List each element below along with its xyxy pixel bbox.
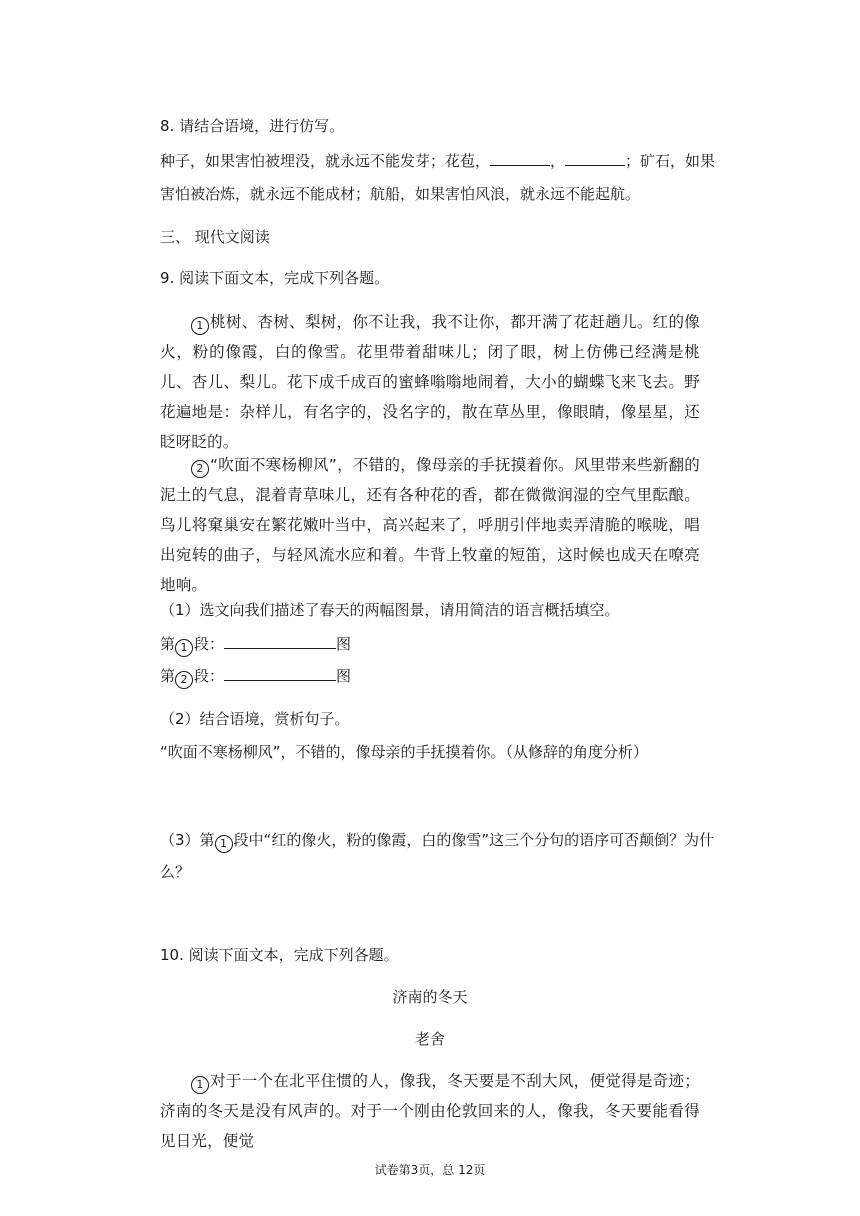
q8-blank-2[interactable] [565,151,625,166]
answer-blank-1[interactable] [224,634,336,649]
q10-paragraph-1 [160,1066,700,1156]
fill-suffix: 图 [336,635,352,653]
q10-title: 10. 阅读下面文本，完成下列各题。 [160,946,399,964]
fill-prefix: 第 [160,635,176,653]
q9-paragraph-2 [160,450,700,600]
q9-paragraph-1 [160,307,700,457]
q8-blank-1[interactable] [490,151,550,166]
q9-paragraph-1-text: 桃树、杏树、梨树，你不让我，我不让你，都开满了花赶趟儿。红的像火，粉的像霞，白的像雪。花里带着甜味儿；闭了眼，树上仿佛已经满是桃儿、杏儿、梨儿。花下成千成百的蜜蜂嗡嗡地闹着，大小的蝴蝶飞来飞去。野花遍地是：杂样儿，有名字的，没名字的，散在草丛里，像眼睛，像星星，还眨呀眨的。 [160,313,700,451]
q9-fill-line-1 [160,634,351,657]
q8-line-2: 害怕被冶炼，就永远不能成材；航船，如果害怕风浪，就永远不能起航。 [160,185,641,203]
q9-sub-question-2: （2）结合语境，赏析句子。 [160,710,350,728]
q9-sub-question-2-quote: “吹面不寒杨柳风”，不错的，像母亲的手抚摸着你。（从修辞的角度分析） [160,743,649,761]
q10-paragraph-1-text: 对于一个在北平住惯的人，像我，冬天要是不刮大风，便觉得是奇迹；济南的冬天是没有风声的。对于一个刚由伦敦回来的人，像我，冬天要能看得见日光，便觉 [160,1072,700,1150]
q8-title: 8. 请结合语境，进行仿写。 [160,117,345,135]
page-footer: 试卷第3页，总 12页 [374,1163,486,1177]
answer-blank-2[interactable] [224,666,336,681]
paragraph-number-2: 2 [175,671,193,689]
fill-mid: 段： [194,667,225,685]
q9-paragraph-2-text: “吹面不寒杨柳风”，不错的，像母亲的手抚摸着你。风里带来些新翻的泥土的气息，混着青草味儿，还有各种花的香，都在微微润湿的空气里酝酿。鸟儿将窠巢安在繁花嫩叶当中，高兴起来了，呼朋引伴地卖弄清脆的喉咙，唱出宛转的曲子，与轻风流水应和着。牛背上牧童的短笛，这时候也成天在嘹亮地响。 [160,456,700,594]
paragraph-number-1: 1 [191,317,209,335]
q8-line-1-sep: ， [550,152,566,170]
q8-line-1-b: ；矿石，如果 [625,152,716,170]
q9-sub-question-1: （1）选文向我们描述了春天的两幅图景，请用简洁的语言概括填空。 [160,601,620,619]
q9-title: 9. 阅读下面文本，完成下列各题。 [160,269,390,287]
paragraph-number-1: 1 [191,1076,209,1094]
sub3-text: 段中“红的像火，粉的像霞，白的像雪”这三个分句的语序可否颠倒？为什 [233,831,715,849]
q8-line-1 [160,151,715,171]
q8-line-1-a: 种子，如果害怕被埋没，就永远不能发芽；花苞， [160,152,491,170]
essay-author: 老舍 [414,1030,445,1048]
q9-sub-question-3-cont: 么？ [160,863,191,881]
q9-fill-line-2 [160,666,351,689]
fill-prefix: 第 [160,667,176,685]
sub3-prefix: （3）第 [160,831,215,849]
paragraph-number-2: 2 [191,460,209,478]
fill-suffix: 图 [336,667,352,685]
essay-title: 济南的冬天 [392,988,468,1006]
section-heading: 三、 现代文阅读 [160,228,270,246]
paragraph-number-1: 1 [175,639,193,657]
q9-sub-question-3 [160,830,714,853]
paragraph-number-1: 1 [215,835,233,853]
fill-mid: 段： [194,635,225,653]
